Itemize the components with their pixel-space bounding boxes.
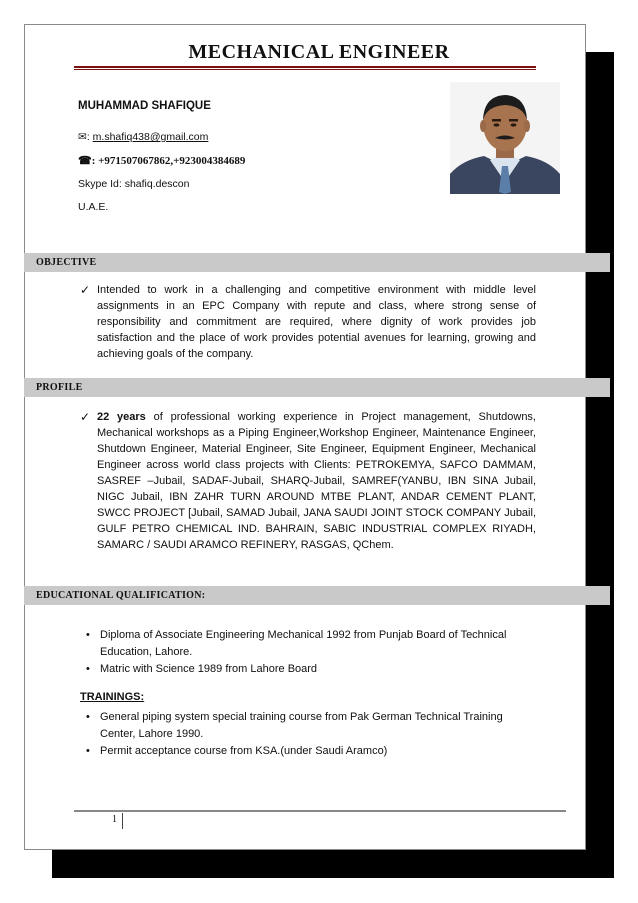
check-icon: ✓ [80,283,91,297]
trainings-heading: TRAININGS: [80,691,145,703]
list-item [80,709,540,743]
objective-item [80,282,536,362]
list-item [80,627,540,661]
page-shadow-bottom [52,850,614,878]
page-shadow-right [586,52,614,878]
education-heading: EDUCATIONAL QUALIFICATION: [24,586,610,605]
check-icon: ✓ [80,410,91,424]
phone-line [78,154,245,167]
envelope-icon: ✉ [78,131,87,143]
education-item-text: Matric with Science 1989 from Lahore Board [100,663,318,675]
education-item-text: Diploma of Associate Engineering Mechanical 1992 from Punjab Board of Technical Education, Lahore. [100,629,507,658]
footer-rule [74,810,566,812]
document-title: MECHANICAL ENGINEER [188,41,450,63]
page-number: 1 [112,814,117,825]
title-rule [74,66,536,68]
candidate-name: MUHAMMAD SHAFIQUE [78,100,211,112]
phone-number: : +971507067862,+923004384689 [91,155,246,167]
list-item [80,661,540,678]
page-number-separator [122,813,123,829]
profile-heading: PROFILE [24,378,610,397]
skype-id: Skype Id: shafiq.descon [78,178,190,190]
telephone-icon: ☎ [78,155,92,167]
email-line [78,131,208,143]
profile-years: 22 years [97,411,146,423]
list-item [80,743,540,760]
bullet-icon: • [86,663,90,675]
bullet-icon: • [86,629,90,641]
profile-text-wrapper [97,409,536,553]
profile-item [80,409,536,553]
bullet-icon: • [86,745,90,757]
education-list [80,627,540,678]
trainings-list [80,709,540,760]
objective-heading: OBJECTIVE [24,253,610,272]
title-rule-thin [74,69,536,70]
country: U.A.E. [78,201,109,213]
email-prefix: : [86,131,90,143]
email-link[interactable]: m.shafiq438@gmail.com [92,131,209,143]
profile-text: of professional working experience in Project management, Shutdowns, Mechanical workshops as a Piping Engineer,Workshop Engineer, Maintenance Engineer, Shutdown Engineer, Material Engineer, Site Engineer, Equipment Engineer, Mechanical Engineer across world class projects with Clients: PETROKEMYA, SAFCO DAMMAM, SASREF –Jubail, SADAF-Jubail, SHARQ-Jubail, SAMREF(YANBU, IBN SINA Jubail, NIGC Jubail, IBN ZAHR TURN AROUND MTBE PLANT, ANDAR CEMENT PLANT, SWCC PROJECT [Jubail, SAMAD Jubail, JANA SAUDI JOINT STOCK COMPANY Jubail, GULF PETRO CHEMICAL IND. BAHRAIN, SABIC INDUSTRIAL COMPLEX RIYADH, SAMARC / SAUDI ARAMCO REFINERY, RASGAS, QChem. [97,411,536,551]
bullet-icon: • [86,711,90,723]
training-item-text: Permit acceptance course from KSA.(under Saudi Aramco) [100,745,388,757]
objective-text: Intended to work in a challenging and competitive environment with middle level assignments in an EPC Company with repute and class, where strong sense of responsibility and commitment are required, where dignity of work provides job satisfaction and the place of work provides potential avenues for learning, growing and achieving goals of the company. [97,284,536,360]
training-item-text: General piping system special training course from Pak German Technical Training Center, Lahore 1990. [100,711,503,740]
profile-photo [450,82,560,194]
